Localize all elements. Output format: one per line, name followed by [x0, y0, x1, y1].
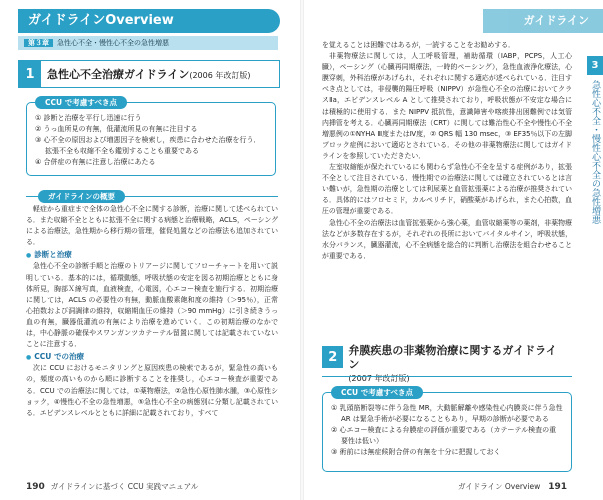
footer-right-title: ガイドライン Overview	[457, 482, 541, 491]
section-2-heading	[322, 342, 562, 383]
list-item: ③ 心不全の原因および増悪因子を検索し，疾患に合わせた治療を行う．拡張不全も収縮不全も鑑別することも重要である	[35, 136, 261, 155]
list-item: ③ 術前には無症候附合併の有無を十分に把握しておく	[331, 448, 501, 456]
footer-right	[458, 481, 567, 492]
list-item: ① 診断と治療を平行し迅速に行う	[35, 114, 142, 122]
right-page	[302, 0, 603, 500]
right-body	[322, 40, 572, 262]
ccu-points-tab-1: CCU で考慮すべき点	[35, 96, 127, 109]
ccu-points-tab-2: CCU で考慮すべき点	[331, 386, 423, 399]
paragraph: 左室収縮能が保たれているにも関わらず急性心不全を呈する症例があり，拡張不全として注目されている．慢性期での治療法に関しては確立されているとは言い難いが，急性期の治療としては利尿薬と血管拡張薬による治療が推奨されている．具体的にはフロセミド，カルペリチド，硝酸薬があげられ，また心拍数，血圧の管理が重要である．	[322, 163, 572, 216]
list-item: ② うっ血所見の有無，低灌流所見の有無に注目する	[35, 125, 198, 133]
section-1-title: 急性心不全治療ガイドライン(2006 年改訂版)	[47, 68, 251, 81]
paragraph: 次に CCU におけるモニタリングと原因疾患の検索であるが，緊急性の高いもの，頻度の高いものから順に診断することを推奨し，心エコー検査が重要である．CCU での治療法に関しては，①薬物療法，②急性心原性肺水腫，③心原性ショック，④慢性心不全の急性増悪，⑤急性心不全の病態別に分類し記載されている．エビデンスレベルとともに詳細に記載されており，すべて	[26, 364, 278, 417]
paragraph: 軽症から重症まで全体の急性心不全に関する診断，治療に関して述べられている．また収縮不全とともに拡張不全に関する病態と治療戦略，ACLS，ペーシングによる治療法，急性期から移行期の管理，催促処置などの治療法も追加されている．	[26, 205, 278, 247]
footer-left	[26, 481, 198, 492]
chapter-num: 第３章	[24, 39, 53, 47]
ccu-points-box-2	[322, 388, 572, 472]
section-2-title: 弁膜疾患の非薬物治療に関するガイドライン (2007 年改訂版)	[343, 344, 562, 386]
list-item: ① 乳頭筋断裂等に伴う急性 MR，大動脈解離や感染性心内膜炎に伴う急性 AR は緊急手術が必要になることもあり，早期の診断が必要である	[331, 404, 563, 423]
section-2-rule	[322, 376, 572, 377]
page-number-right: 191	[548, 482, 567, 492]
chapter-bar	[18, 36, 278, 50]
left-body	[26, 204, 278, 419]
paragraph: 非薬物療法に関しては，人工呼吸管理，補助循環（IABP，PCPS，人工心臓），ペーシング（心臓再同期療法，一時的ペーシング），急性血液浄化療法，心膜穿刺，外科治療があげられ，それぞれに関する適応が述べられている．注目すべき点としては，非侵襲的陽圧呼吸（NIPPV）が急性心不全の治療においてクラスⅡa，エビデンスレベル A として推奨されており，呼吸状態が不安定な場合には積極的に使用する．また NIPPV 抵抗性，意識障害や喀痰排出困難例では気管内挿管を考える．心臓再同期療法（CRT）に関しては難治性心不全や慢性心不全増悪例の①NYHA Ⅲ度またはⅣ度，② QRS 幅 130 msec，③ EF35％以下の左脚ブロック症例において適応とされている．その他の非薬物療法に関してはガイドラインを参照していただきたい．	[322, 52, 572, 160]
page-number-left: 190	[26, 482, 45, 492]
section-2-number: 2	[322, 346, 343, 368]
subheading-diagnosis: ● 診断と治療	[26, 249, 278, 261]
ccu-points-box-1	[26, 98, 276, 176]
side-tab-text: 急性心不全・慢性心不全の急性増悪	[590, 80, 600, 224]
overview-tab: ガイドラインの概要	[38, 190, 125, 203]
ccu-points-list-2	[323, 393, 571, 462]
section-1-heading	[18, 60, 280, 88]
header-right: ガイドラインOverview	[483, 9, 603, 33]
ccu-points-list-1	[27, 103, 275, 172]
section-1-year: (2006 年改訂版)	[189, 71, 251, 80]
paragraph: 急性心不全の治療法は血管拡張薬から強心薬，血管収縮薬等の薬剤，非薬物療法などが多数存在するが，それぞれの長所においてバイタルサイン，呼吸状態，水分バランス，臓器灌流，心不全病態を総合的に判断し治療法を組合わせることが重要である．	[322, 218, 572, 260]
paragraph: を覚えることは困難ではあるが，一読することをお勧めする．	[322, 41, 515, 49]
header-left: ガイドラインOverview	[18, 9, 280, 33]
subheading-ccu: ● CCU での治療	[26, 351, 278, 363]
side-tab-number: 3	[587, 56, 603, 75]
paragraph: 急性心不全の診断手順と治療のトリアージに関してフローチャートを用いて説明している．基本的には，循環動態，呼吸状態の安定を図る初期治療とともに身体所見，胸部Ｘ線写真，血液検査，心電図，心エコー検査を施行する．初期治療に関しては，ACLS の必要性の有無，動脈血酸素飽和度の維持（＞95％），正常心拍数および洞調律の維持，収縮期血圧の維持（＞90 mmHg）に引き続きうっ血の有無，臓器低灌流の有無により治療を進めていく．この初期治療のなかでは，中心静脈の確保やスワンガンツカテーテル留置に関しては記載されていないことに注意する．	[26, 262, 278, 349]
chapter-title: 急性心不全・慢性心不全の急性増悪	[57, 39, 169, 47]
footer-left-title: ガイドラインに基づく CCU 実践マニュアル	[50, 482, 199, 491]
list-item: ② 心エコー検査による弁膜症の評価が重要である（カテーテル検査の重要性は低い）	[331, 426, 557, 445]
section-1-number: 1	[19, 61, 41, 87]
list-item: ④ 合併症の有無に注意し治療にあたる	[35, 158, 156, 166]
section-2-year: (2007 年改訂版)	[348, 374, 410, 383]
